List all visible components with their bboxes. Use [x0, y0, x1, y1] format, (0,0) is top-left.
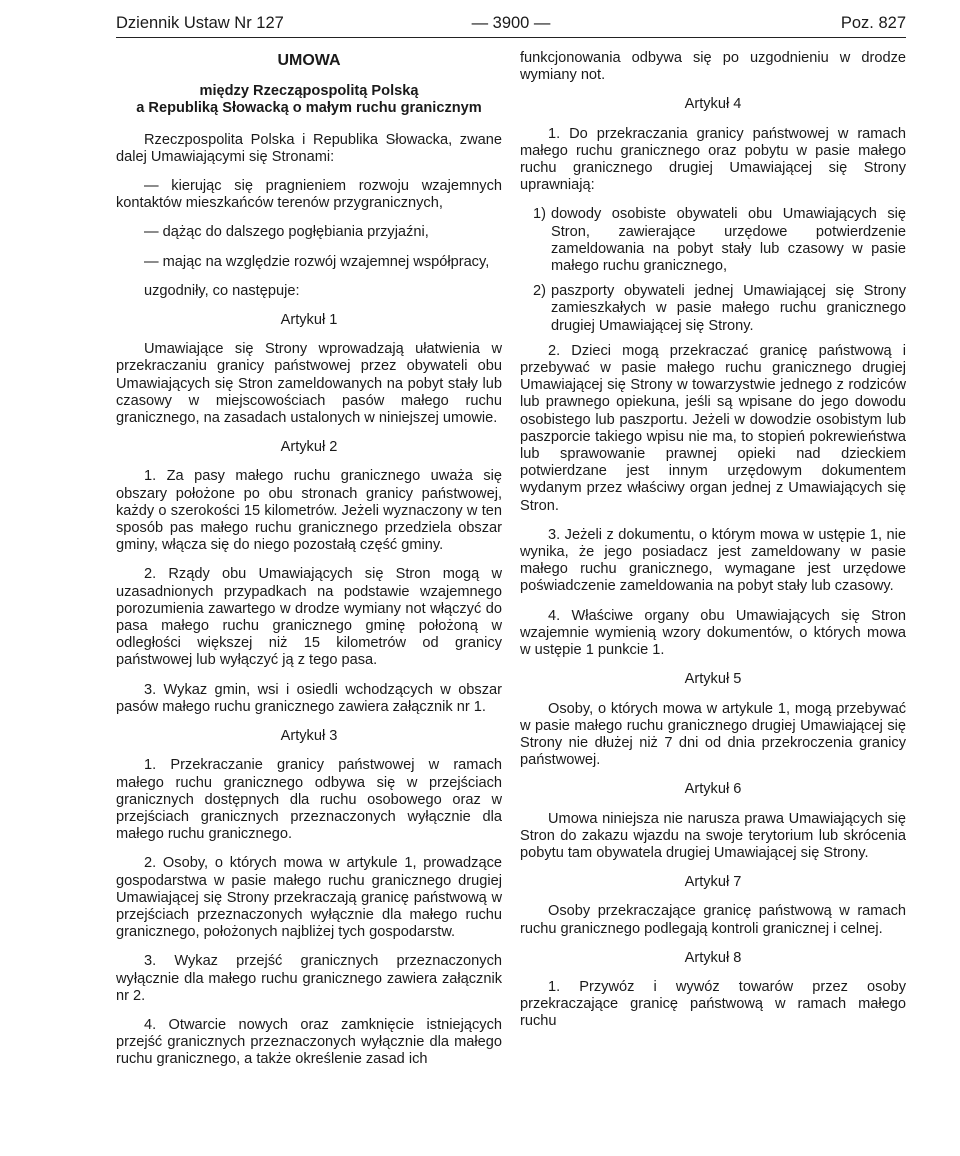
- recital-3: — mając na względzie rozwój wzajemnej współpracy,: [144, 253, 490, 270]
- article-3-paragraph-3: 3. Wykaz przejść granicznych przeznaczonych wyłącznie dla małego ruchu granicznego zawiera załącznik nr 2.: [116, 953, 502, 1004]
- article-8-text: 1. Przywóz i wywóz towarów przez osoby przekraczające granicę państwową w ramach małego ruchu: [520, 978, 906, 1030]
- agreed-clause: uzgodniły, co następuje:: [144, 282, 300, 299]
- article-7-text: Osoby przekraczające granicę państwową w ramach ruchu granicznego podlegają kontroli granicznej i celnej.: [520, 903, 906, 937]
- article-4-paragraph-1: 1. Do przekraczania granicy państwowej w ramach małego ruchu granicznego oraz pobytu w pasie małego ruchu granicznego drugiej Umawiającej się Strony uprawniają:: [520, 125, 906, 194]
- document-title: UMOWA: [277, 52, 341, 69]
- article-2-paragraph-1: 1. Za pasy małego ruchu granicznego uważa się obszary położone po obu stronach granicy państwowej, każdy o szerokości 15 kilometrów. Jeżeli wyznaczony w ten sposób pas małego ruchu granicznego przedziela obszar gminy, włącza się do niego pozostałą część gminy.: [116, 468, 502, 554]
- article-4-list-item: [520, 206, 906, 275]
- article-4-heading: Artykuł 4: [684, 96, 742, 113]
- article-2-heading: Artykuł 2: [280, 439, 338, 456]
- article-7-heading: Artykuł 7: [684, 874, 742, 891]
- list-item-number: 1): [533, 206, 546, 223]
- header-rule: [116, 37, 906, 38]
- recital-1: — kierując się pragnieniem rozwoju wzajemnych kontaktów mieszkańców terenów przygranicznych,: [116, 178, 502, 212]
- article-3-paragraph-1: 1. Przekraczanie granicy państwowej w ramach małego ruchu granicznego odbywa się w przejściach granicznych dostępnych dla ruchu osobowego oraz w przejściach granicznych przeznaczonych wyłącznie dla małego ruchu granicznego.: [116, 757, 502, 843]
- document-subtitle: [116, 83, 502, 117]
- list-item-text: paszporty obywateli jednej Umawiającej się Strony zamieszkałych w pasie małego ruchu granicznego drugiej Umawiającej się Strony.: [551, 283, 906, 334]
- article-3-heading: Artykuł 3: [280, 728, 338, 745]
- article-1-heading: Artykuł 1: [280, 312, 338, 329]
- subtitle-line-2: a Republiką Słowacką o małym ruchu granicznym: [136, 100, 482, 117]
- article-6-heading: Artykuł 6: [684, 781, 742, 798]
- article-3-paragraph-2: 2. Osoby, o których mowa w artykule 1, prowadzące gospodarstwa w pasie małego ruchu granicznego drugiej Umawiającej się Strony przekraczają granicę państwową w przejściach przeznaczonych wyłącznie dla małego ruchu granicznego, położonych najbliżej tych gospodarstw.: [116, 855, 502, 941]
- list-item-text: dowody osobiste obywateli obu Umawiających się Stron, zawierające urzędowe potwierdzenie zameldowania na pobyt stały lub czasowy w pasie małego ruchu granicznego,: [551, 206, 906, 275]
- article-3-paragraph-4: 4. Otwarcie nowych oraz zamknięcie istniejących przejść granicznych przeznaczonych wyłącznie dla małego ruchu granicznego, a także określenie zasad ich: [116, 1016, 502, 1068]
- article-4-list-item: [520, 283, 906, 335]
- article-8-heading: Artykuł 8: [684, 949, 742, 966]
- left-column: [116, 50, 502, 1081]
- article-5-heading: Artykuł 5: [684, 671, 742, 688]
- list-item-number: 2): [533, 283, 546, 300]
- right-column: [520, 50, 906, 1043]
- page-number: — 3900 —: [471, 14, 551, 32]
- article-1-text: Umawiające się Strony wprowadzają ułatwienia w przekraczaniu granicy państwowej przez obywateli obu Umawiających się Stron zameldowanych na pobyt stały lub czasowy w miejscowościach pasów małego ruchu granicznego, na zasadach ustalonych w niniejszej umowie.: [116, 341, 502, 427]
- article-4-paragraph-3: 3. Jeżeli z dokumentu, o którym mowa w ustępie 1, nie wynika, że jego posiadacz jest zameldowany w pasie małego ruchu granicznego, wymagane jest urzędowe poświadczenie zameldowania na pobyt stały lub czasowy.: [520, 526, 906, 595]
- position-number: Poz. 827: [840, 14, 906, 32]
- subtitle-line-1: między Rzecząpospolitą Polską: [199, 83, 419, 100]
- recital-2: — dążąc do dalszego pogłębiania przyjaźni,: [144, 224, 429, 241]
- continued-text: funkcjonowania odbywa się po uzgodnieniu w drodze wymiany not.: [520, 50, 906, 84]
- article-4-paragraph-2: 2. Dzieci mogą przekraczać granicę państwową i przebywać w pasie małego ruchu granicznego drugiej Umawiającej się Strony w towarzystwie jednego z rodziców lub prawnego opiekuna, jeśli są wpisane do jego dowodu osobistego lub paszportu. Jeżeli w dowodzie osobistym lub paszporcie takiego wpisu nie ma, to stopień pokrewieństwa lub sprawowanie prawnej opieki nad dzieckiem potwierdzane jest innym urzędowym dokumentem wydanym przez właściwy organ jednej z Umawiających się Stron.: [520, 342, 906, 514]
- journal-name: Dziennik Ustaw Nr 127: [116, 14, 284, 32]
- article-5-text: Osoby, o których mowa w artykule 1, mogą przebywać w pasie małego ruchu granicznego drugiej Umawiającej się Strony nie dłużej niż 7 dni od dnia przekroczenia granicy państwowej.: [520, 700, 906, 769]
- page-header: [116, 10, 906, 36]
- article-2-paragraph-3: 3. Wykaz gmin, wsi i osiedli wchodzących w obszar pasów małego ruchu granicznego zawiera załącznik nr 1.: [116, 681, 502, 715]
- article-4-paragraph-4: 4. Właściwe organy obu Umawiających się Stron wzajemnie wymienią wzory dokumentów, o których mowa w ustępie 1 punkcie 1.: [520, 607, 906, 659]
- article-2-paragraph-2: 2. Rządy obu Umawiających się Stron mogą w uzasadnionych przypadkach na podstawie wzajemnego porozumienia zawartego w drodze wymiany not włączyć do pasa małego ruchu granicznego gminę położoną w odległości większej niż 15 kilometrów od granicy państwowej lub wyłączyć ją z tego pasa.: [116, 566, 502, 669]
- article-6-text: Umowa niniejsza nie narusza prawa Umawiających się Stron do zakazu wjazdu na swoje terytorium lub skrócenia pobytu tam obywatela drugiej Umawiającej się Strony.: [520, 810, 906, 861]
- preamble: Rzeczpospolita Polska i Republika Słowacka, zwane dalej Umawiającymi się Stronami:: [116, 131, 502, 165]
